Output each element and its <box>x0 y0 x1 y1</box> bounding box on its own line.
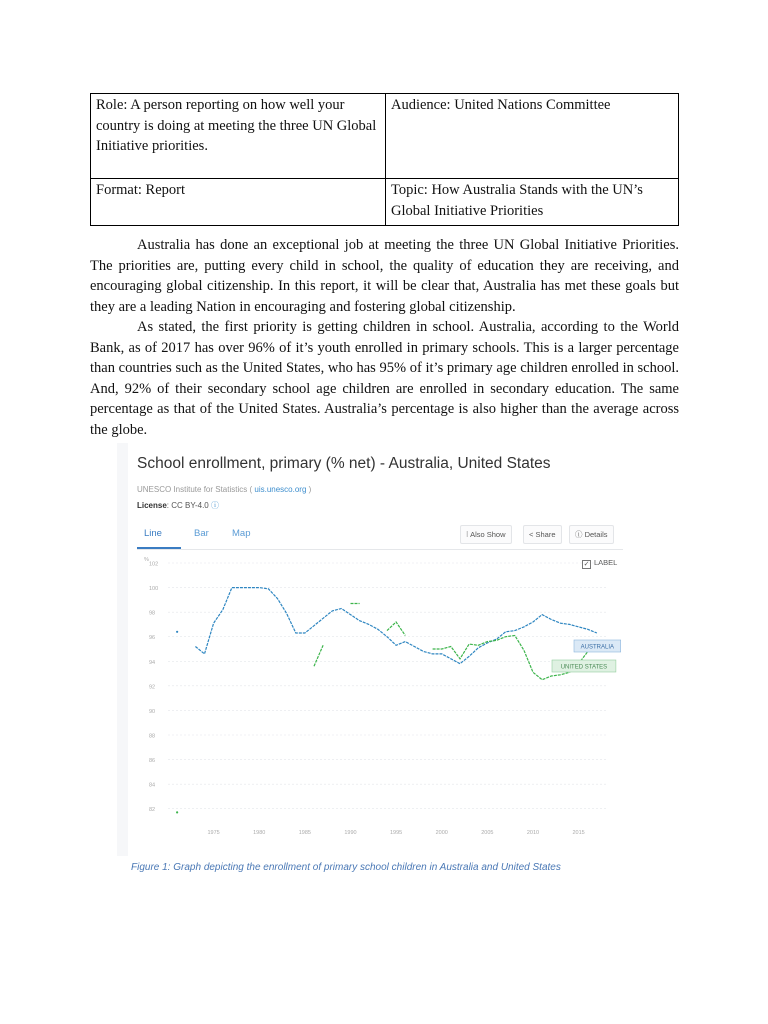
series-line-united-states <box>387 622 405 636</box>
tab-map[interactable]: Map <box>232 528 251 539</box>
y-tick-label: 92 <box>149 684 156 691</box>
x-tick-label: 2015 <box>572 830 585 836</box>
y-tick-label: 94 <box>149 659 156 666</box>
topic-cell: Topic: How Australia Stands with the UN’s Global Initiative Priorities <box>386 179 679 226</box>
series-label-australia: AUSTRALIA <box>580 644 615 651</box>
report-body <box>90 235 679 440</box>
x-tick-label: 1985 <box>298 830 311 836</box>
x-tick-label: 1995 <box>390 830 403 836</box>
y-tick-label: 102 <box>149 561 159 568</box>
share-label: Share <box>535 530 556 539</box>
paragraph-intro: Australia has done an exceptional job at meeting the three UN Global Initiative Priorities. The priorities are, putting every child in school, the quality of education they are receiving, and encouraging global citizenship. In this report, it will be clear that, Australia has met these goals but they are a leading Nation in encouraging and fostering global citizenship. <box>90 237 679 315</box>
y-tick-label: 84 <box>149 782 156 789</box>
license-value: : CC BY-4.0 <box>166 501 209 510</box>
role-cell: Role: A person reporting on how well your country is doing at meeting the three UN Global Initiative priorities. <box>91 94 386 179</box>
y-tick-label: 98 <box>149 610 156 617</box>
source-suffix: ) <box>308 485 312 494</box>
x-tick-label: 1980 <box>253 830 266 836</box>
y-tick-label: 88 <box>149 733 156 740</box>
series-point-united-states <box>176 811 178 813</box>
source-link[interactable]: uis.unesco.org <box>254 485 307 494</box>
series-line-united-states <box>433 636 597 680</box>
license-label: License <box>137 501 167 510</box>
series-line-united-states <box>314 645 323 666</box>
share-icon: < <box>529 530 534 539</box>
assignment-table <box>90 93 679 226</box>
figure-screenshot <box>117 443 632 856</box>
label-checkbox[interactable]: ✓ <box>583 561 590 568</box>
x-tick-label: 2005 <box>481 830 494 836</box>
line-chart <box>128 443 632 856</box>
chart-title: School enrollment, primary (% net) - Australia, United States <box>137 455 551 472</box>
paragraph-enrollment: As stated, the first priority is getting children in school. Australia, according to the World Bank, as of 2017 has over 96% of it’s youth enrolled in primary schools. This is a larger percentage than countries such as the United States, who has 95% of it’s primary age children enrolled in school. And, 92% of their secondary school age children are enrolled in secondary education. The same percentage as that of the United States. Australia’s percentage is also higher than the average across the globe. <box>90 319 679 438</box>
audience-cell: Audience: United Nations Committee <box>386 94 679 179</box>
details-label: Details <box>584 530 608 539</box>
y-tick-label: 96 <box>149 635 156 642</box>
x-tick-label: 2010 <box>526 830 540 836</box>
series-point-australia <box>176 631 178 633</box>
y-tick-label: 100 <box>149 586 159 593</box>
y-axis-label: % <box>144 557 149 563</box>
series-label-united-states: UNITED STATES <box>560 664 608 671</box>
x-tick-label: 1990 <box>344 830 357 836</box>
also-show-icon: ⁝ <box>466 530 469 539</box>
format-cell: Format: Report <box>91 179 386 226</box>
tab-bar[interactable]: Bar <box>194 528 209 539</box>
series-line-australia <box>195 588 597 664</box>
info-icon[interactable]: ⓘ <box>210 501 219 510</box>
tab-line[interactable]: Line <box>144 528 162 539</box>
also-show-label: Also Show <box>470 530 506 539</box>
x-tick-label: 1975 <box>207 830 220 836</box>
y-tick-label: 86 <box>149 758 156 765</box>
y-tick-label: 82 <box>149 807 156 814</box>
chart-card <box>128 443 632 856</box>
x-tick-label: 2000 <box>435 830 448 836</box>
label-toggle-text: LABEL <box>594 558 618 567</box>
y-tick-label: 90 <box>149 708 156 715</box>
source-prefix: UNESCO Institute for Statistics ( <box>137 485 253 494</box>
details-info-icon: ⓘ <box>575 530 583 539</box>
figure-caption: Figure 1: Graph depicting the enrollment of primary school children in Australia and United States <box>131 862 561 873</box>
